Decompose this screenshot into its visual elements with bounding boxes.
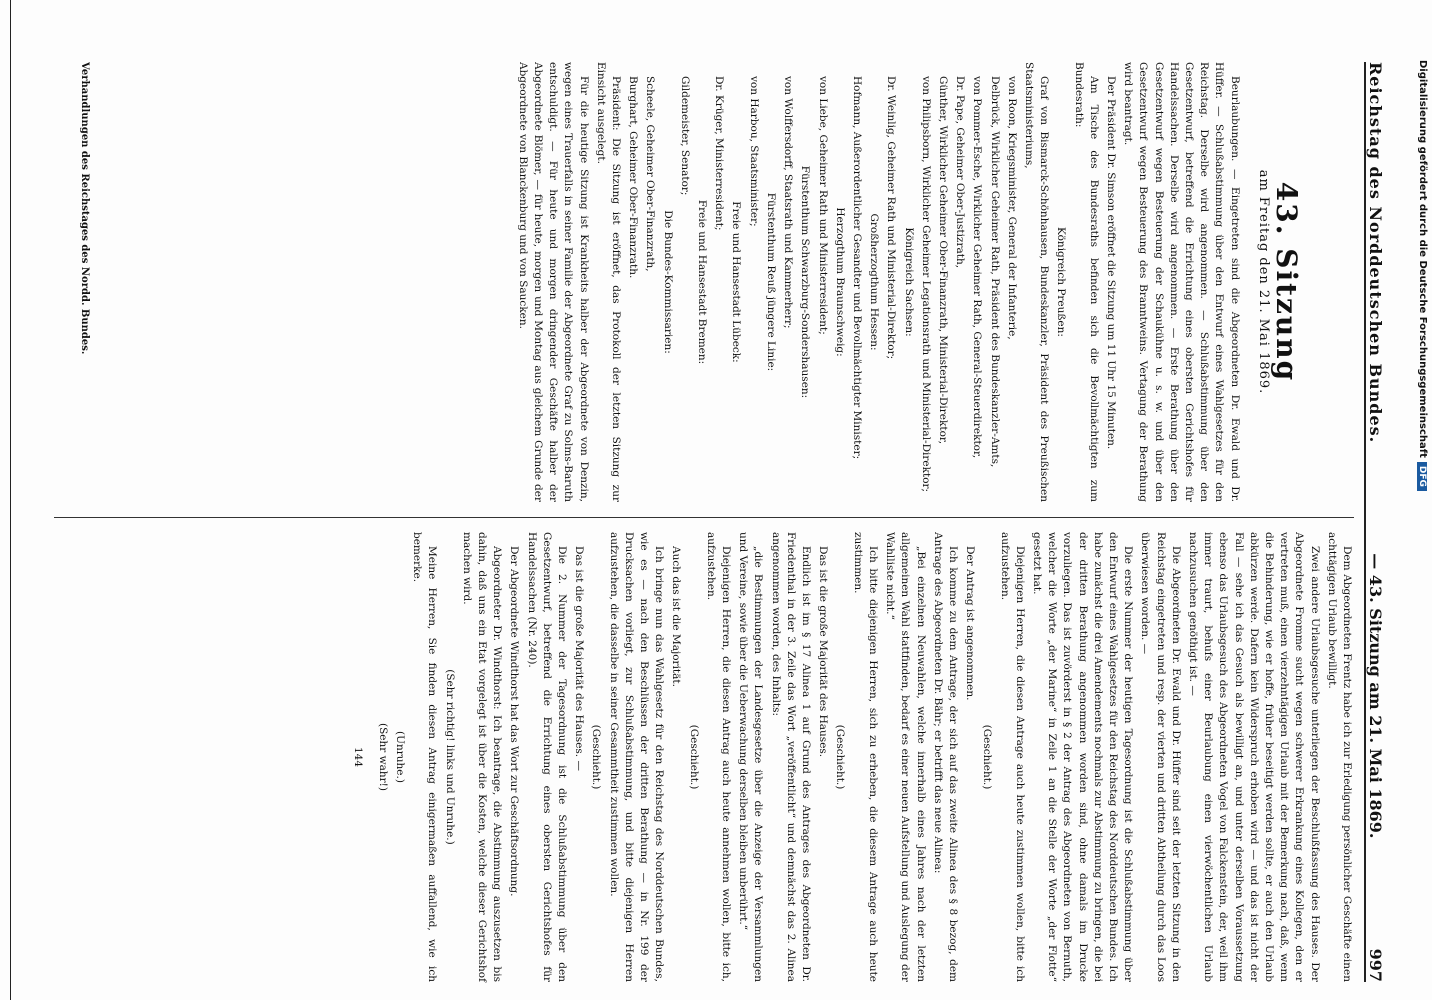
signature-line: Verhandlungen des Reichstages des Nordd. Bundes.	[79, 62, 90, 355]
paragraph: Großherzogthum Hessen:	[868, 213, 881, 351]
paragraph: Das ist die große Majorität des Hauses. —	[573, 546, 586, 771]
right-column	[347, 532, 1354, 982]
paragraph: Burghart, Geheimer Ober-Finanzrath.	[627, 76, 640, 279]
paragraph: Meine Herren, Sie finden diesen Antrag einigermaßen auffallend, wie ich bemerke.	[411, 532, 439, 982]
paragraph: Diejenigen Herren, die diesen Antrage auch heute zustimmen wollen, bitte ich aufzustehen.	[998, 532, 1026, 982]
paragraph: Der Abgeordnete Windthorst hat das Wort zur Geschäftsordnung.	[508, 546, 521, 897]
paragraph: Freie und Hansestadt Bremen:	[696, 199, 709, 365]
paragraph: Auch das ist die Majorität.	[670, 546, 683, 687]
paragraph: von Harbou, Staatsminister;	[747, 76, 760, 227]
paragraph: Ich bringe nun das Wahlgesetz für den Reichstag des Norddeutschen Bundes, wie es — nach den Beschlüssen der dritten Berathung — in Nr. 199 der Drucksachen vorliegt, zur Schlußabstimmung, und bitte diejenigen Herren aufzustehen, die dasselbe in seiner Gesammtheit zustimmen wollen.	[607, 532, 666, 982]
paragraph: Delbrück, Wirklicher Geheimer Rath, Präsident des Bundeskanzler-Amts,	[988, 76, 1001, 468]
paragraph: von Pommer-Esche, Wirklicher Geheimer Rath, General-Steuerdirektor,	[971, 76, 984, 459]
paragraph: Günther, Wirklicher Geheimer Ober-Finanzrath, Ministerial-Direktor,	[936, 76, 949, 445]
paragraph: „Bei einzelnen Neuwahlen, welche innerhalb eines Jahres nach der letzten allgemeinen Wahl stattfinden, bedarf es einer neuen Aufstellung und Auslegung der Wahlliste nicht.“	[884, 532, 927, 982]
footer-number: 144	[351, 746, 364, 768]
paragraph: Beurlaubungen. — Eingetreten sind die Abgeordneten Dr. Ewald und Dr. Hüffer. — Schlußabstimmung über den Entwurf eines Wahlgesetzes für den Reichstag. Derselbe wird angenommen. — Schlußabstimmung über den Gesetzentwurf, betreffend die Errichtung eines obersten Gerichtshofes für Handelssachen. Derselbe wird angenommen. — Erste Berathung über den Gesetzentwurf wegen Besteuerung der Schaukühne u. s. w. und über den Gesetzentwurf wegen Besteuerung des Branntweins. Vertagung der Berathung wird beantragt.	[1122, 62, 1241, 502]
paragraph: (Sehr wahr!)	[376, 723, 389, 791]
paragraph: von Philipsborn, Wirklicher Geheimer Legationsrath und Ministerial-Direktor;	[919, 76, 932, 493]
paragraph: von Roon, Kriegsminister, General der Infanterie,	[1005, 76, 1018, 340]
running-header	[1368, 62, 1402, 982]
paragraph: Das ist die große Majorität des Hauses.	[817, 546, 830, 758]
paragraph: Ich bitte diejenigen Herren, sich zu erheben, die diesem Antrage auch heute zustimmen.	[851, 532, 879, 982]
paragraph: Königreich Sachsen:	[902, 227, 915, 337]
paragraph: Der Präsident Dr. Simson eröffnet die Sitzung um 11 Uhr 15 Minuten.	[1104, 76, 1117, 450]
paragraph: Fürstenthum Schwarzburg-Sondershausen:	[799, 165, 812, 399]
paragraph: von Liebe, Geheimer Rath und Ministerresident;	[816, 76, 829, 335]
paragraph: Königreich Preußen:	[1055, 227, 1068, 337]
paragraph: Dr. Pape, Geheimer Ober-Justizrath,	[954, 76, 967, 269]
header-center: — 43. Sitzung am 21. Mai 1869.	[1366, 553, 1386, 839]
header-rule	[1364, 62, 1366, 982]
paragraph: (Sehr richtig! links und Unruhe.)	[443, 669, 456, 845]
newspaper-page	[32, 62, 1402, 982]
right-column-text	[375, 532, 1354, 982]
paragraph: Die Abgeordneten Dr. Ewald und Dr. Hüffer sind seit der letzten Sitzung in den Reichstag eingetreten und resp. der vierten und dritten Abtheilung durch das Loos überwiesen worden. —	[1139, 532, 1182, 982]
paragraph: Die Bundes-Kommissarien:	[661, 210, 674, 354]
column-separator	[54, 517, 1354, 518]
paragraph: (Geschieht.)	[687, 724, 700, 790]
paragraph: Gildemeister, Senator;	[678, 76, 691, 196]
paragraph: von Wolffersdorff, Staatsrath und Kammerherr;	[782, 76, 795, 329]
paragraph: Die 2. Nummer der Tagesordnung ist die Schlußabstimmung über den Gesetzentwurf, betreffend die Errichtung eines obersten Gerichtshofes für Handelssachen (Nr. 240).	[525, 532, 569, 982]
paragraph: Herzogthum Braunschweig:	[833, 207, 846, 357]
header-left: Reichstag des Norddeutschen Bundes.	[1366, 62, 1386, 444]
paragraph: Die erste Nummer der heutigen Tagesordnung ist die Schlußabstimmung über den Entwurf eines Wahlgesetzes für den Reichstag des Norddeutschen Bundes. Ich habe zunächst die drei Amendements nochmals zur Abstimmung zu bringen, die bei der dritten Berathung angenommen worden sind, ohne damals im Drucke vorzuliegen. Das ist zuvörderst in § 2 der Antrag des Abgeordneten von Bernuth, welcher die Worte „der Marine“ in Zeile 1 an die Stelle der Worte „der Flotte“ gesetzt hat.	[1030, 532, 1135, 982]
paragraph: Für die heutige Sitzung ist Krankheits halber der Abgeordnete von Denzin, wegen eines Trauerfalls in seiner Familie der Abgeordnete Graf zu Solms-Baruth entschuldigt. — Für heute und morgen dringender Geschäfte halber der Abgeordnete Blömer, — für heute, morgen und Montag aus gleichem Grunde der Abgeordnete von Blanckenburg und von Saucken.	[516, 62, 590, 502]
paragraph: (Unruhe.)	[394, 731, 407, 783]
paragraph: Diejenigen Herren, die diesen Antrag auch heute annehmen wollen, bitte ich, aufzustehen.	[704, 532, 733, 982]
paragraph: Dr. Weinlig, Geheimer Rath und Ministerial-Direktor;	[885, 76, 898, 360]
scan-edge-left	[10, 0, 11, 1000]
page-number: 997	[1366, 948, 1386, 982]
paragraph: (Geschieht.)	[981, 724, 994, 790]
session-title: 43. Sitzung	[1270, 181, 1303, 383]
paragraph: Der Antrag ist angenommen.	[964, 546, 977, 701]
paragraph: (Geschieht.)	[834, 724, 847, 790]
paragraph: Dr. Krüger, Ministerresident;	[713, 76, 726, 231]
left-column	[513, 62, 1354, 502]
session-date: am Freitag den 21. Mai 1869.	[1255, 169, 1271, 395]
credit-text: Digitalisierung gefördert durch die Deutsche Forschungsgemeinschaft	[1417, 60, 1428, 458]
paragraph: Zwei andere Urlaubsgesuche unterliegen der Beschlußfassung des Hauses. Der Abgeordnete Fromme sucht wegen schwerer Erkrankung eines Kollegen, den er vertreten muß, einen vierzehntägigen Urlaub mit der Bemerkung nach, daß, wenn die Behinderung, wie er hoffe, früher beseitigt werden sollte, er auch den Urlaub abkürzen werde. Dafern kein Widerspruch erhoben wird — und das ist nicht der Fall — sehe ich das Gesuch als bewilligt an, und unter derselben Voraussetzung ebenso das Urlaubsgesuch des Abgeordneten Vogel von Falckenstein, der, weil ihm immer traurt, behufs einer Beurlaubung einen vierwöchentlichen Urlaub nachzusuchen genöthigt ist. —	[1186, 532, 1321, 982]
dfg-logo: DFG	[1417, 462, 1427, 491]
paragraph: Abgeordneter Dr. Windthorst: Ich beantrage, die Abstimmung auszusetzen bis dahin, daß uns ein Etat vorgelegt ist über die Kosten, welche dieser Gerichtshof machen wird.	[460, 532, 504, 982]
paragraph: (Geschieht.)	[590, 724, 603, 790]
left-column-text	[515, 62, 1242, 502]
paragraph: „die Bestimmungen der Landesgesetze über die Anzeige der Versammlungen und Vereine, sowie über die Ueberwachung derselben bleiben unberührt.“	[737, 532, 765, 982]
paragraph: Hofmann, Außerordentlicher Gesandter und Bevollmächtigter Minister;	[850, 76, 863, 460]
paragraph: Graf von Bismarck-Schönhausen, Bundeskanzler, Präsident des Preußischen Staatsministeriums,	[1022, 62, 1051, 502]
digitization-credit	[1417, 60, 1428, 760]
paragraph: Endlich ist im § 17 Alinea 1 auf Grund des Antrages des Abgeordneten Dr. Friedenthal in der 3. Zeile das Wort „veröffentlicht“ und demnächst das 2. Alinea angenommen worden, des Inhalts:	[769, 532, 813, 982]
paragraph: Ich komme zu dem Antrage, der sich auf das zweite Alinea des § 8 bezog, dem Antrage des Abgeordneten Dr. Bähr; er betrifft das neue Alinea:	[931, 532, 959, 982]
paragraph: Freie und Hansestadt Lübeck:	[730, 201, 743, 363]
paragraph: Dem Abgeordneten Frentz habe ich zur Erledigung persönlicher Geschäfte einen achttägigen Urlaub bewilligt.	[1325, 532, 1353, 982]
paragraph: Präsident: Die Sitzung ist eröffnet, das Protokoll der letzten Sitzung zur Einsicht ausgelegt.	[594, 62, 623, 502]
paragraph: Scheele, Geheimer Ober-Finanzrath,	[644, 76, 657, 272]
paragraph: Am Tische des Bundesraths befinden sich die Bevollmächtigten zum Bundesrath:	[1072, 62, 1100, 502]
paragraph: Fürstenthum Reuß jüngere Linie:	[764, 192, 777, 372]
